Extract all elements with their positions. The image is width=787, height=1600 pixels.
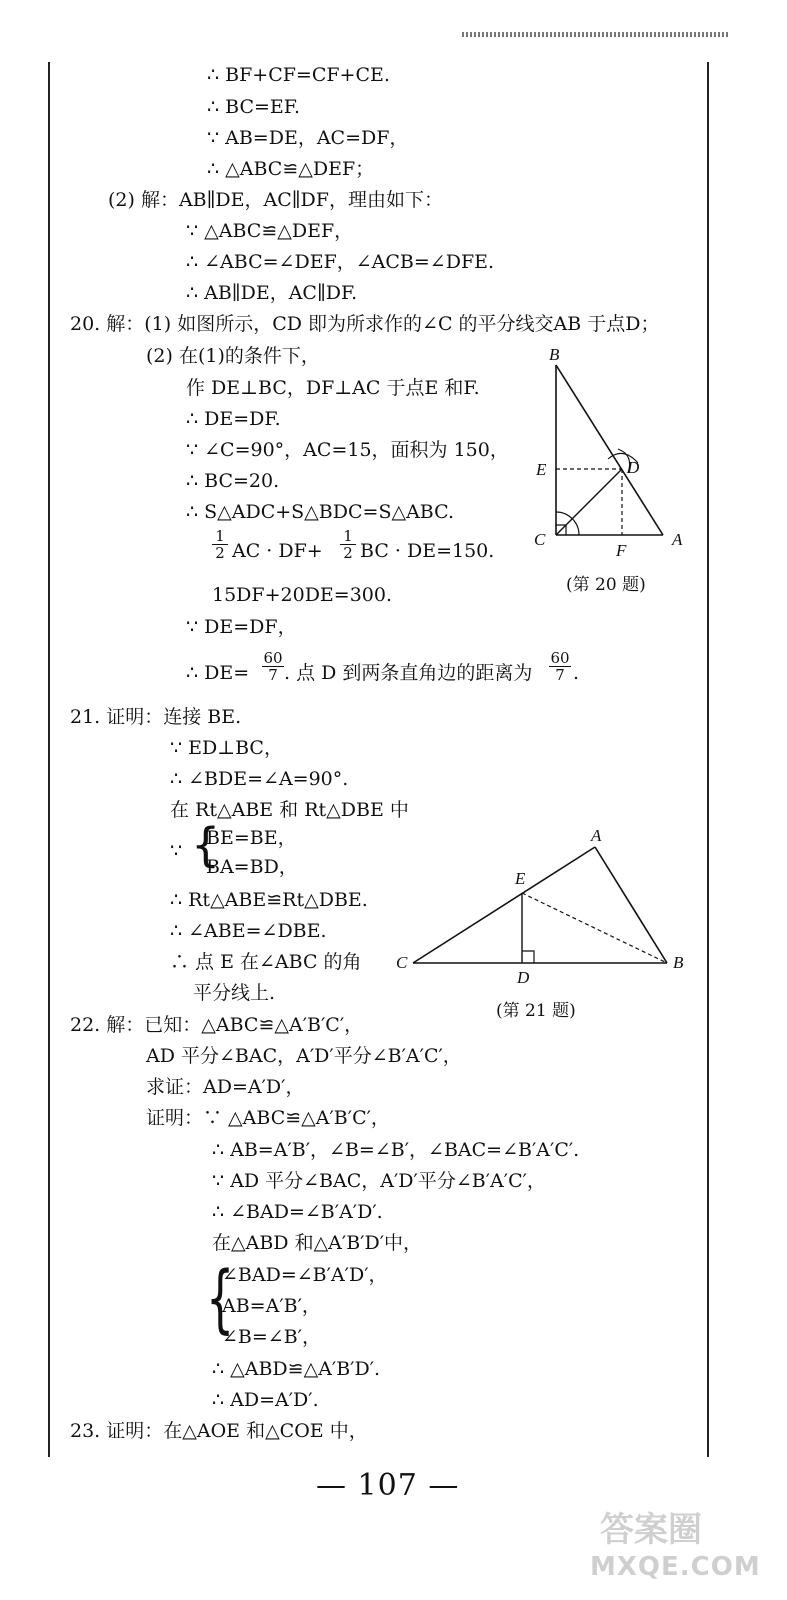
text-line: ∵ ED⊥BC， [170,737,283,759]
text-line: ∵ △ABC≌△DEF， [186,220,354,242]
problem-23-heading: 23. 证明：在△AOE 和△COE 中， [70,1420,368,1442]
fraction-sixty-sevenths: 60 7 [263,649,283,684]
text-line: ∴ △ABD≌△A′B′D′. [212,1358,381,1380]
fig20-label-c: C [534,530,546,549]
text-line: ∠BAD=∠B′A′D′， [222,1264,388,1286]
problem-22-heading: 22. 解：已知：△ABC≌△A′B′C′， [70,1014,364,1036]
text-line: (2) 解：AB∥DE，AC∥DF，理由如下： [108,189,443,211]
text-line: ∴ △ABC≌△DEF； [207,158,375,180]
fig20-label-a: A [672,530,683,549]
problem-21-heading: 21. 证明：连接 BE. [70,706,242,728]
text-line: 在△ABD 和△A′B′D′中， [212,1232,423,1254]
because-symbol: ∵ [170,840,183,862]
figure-21-caption: (第 21 题) [496,1001,576,1021]
text-line: 15DF+20DE=300. [212,584,393,606]
site-watermark-url: MXQE.COM [590,1552,761,1582]
figure-20-diagram [520,345,700,555]
text-line: 平分线上. [193,982,276,1004]
site-watermark-logo: 答案圈 [600,1510,702,1550]
text-line: ∴ ∠ABE=∠DBE. [170,920,327,942]
text-line: ∴ ∠ABC=∠DEF，∠ACB=∠DFE. [186,251,495,273]
text-line: AC · DF+ [232,540,323,562]
text-line: BE=BE， [206,827,297,849]
text-line: ∠B=∠B′， [222,1326,321,1348]
text-line: . [573,662,580,684]
text-line: ∴ BC=20. [186,470,280,492]
text-line: 证明：∵ △ABC≌△A′B′C′， [146,1107,390,1129]
text-line: AD 平分∠BAC，A′D′平分∠B′A′C′， [146,1045,462,1067]
text-line: ∴ AD=A′D′. [212,1389,319,1411]
text-line: ∴ ∠BAD=∠B′A′D′. [212,1201,383,1223]
text-line: ∴ AB=A′B′，∠B=∠B′，∠BAC=∠B′A′C′. [212,1139,580,1161]
fig20-label-e: E [536,460,547,479]
text-line: 作 DE⊥BC，DF⊥AC 于点E 和F. [186,377,480,399]
fig21-label-d: D [517,968,530,987]
figure-21-diagram [405,835,690,975]
text-line: ∴ AB∥DE，AC∥DF. [186,282,358,304]
fraction-one-half: 1 2 [340,528,356,561]
text-line: ∴ ∠BDE=∠A=90°. [170,768,349,790]
fig21-label-c: C [396,953,408,972]
text-line: ∵ AB=DE，AC=DF， [207,127,409,149]
text-line: ∴ DE= [186,662,250,684]
text-line: ∴ 点 E 在∠ABC 的角 [170,951,362,973]
figure-20-caption: (第 20 题) [566,575,646,595]
text-line: (2) 在(1)的条件下， [146,345,320,367]
fig21-label-b: B [673,953,684,972]
text-line: BC · DE=150. [360,540,495,562]
system-brace: { [191,818,221,872]
fig20-label-b: B [549,345,560,364]
system-brace: { [206,1256,235,1342]
text-line: 在 Rt△ABE 和 Rt△DBE 中 [170,799,409,821]
page-number: — 107 — [316,1468,460,1503]
fraction-one-half: 1 2 [212,528,228,561]
text-line: ∵ AD 平分∠BAC，A′D′平分∠B′A′C′， [212,1170,546,1192]
fig21-label-a: A [591,826,602,845]
text-line: . 点 D 到两条直角边的距离为 [284,662,533,684]
text-line: 求证：AD=A′D′， [146,1076,305,1098]
text-line: BA=BD， [206,856,298,878]
text-line: AB=A′B′， [222,1295,321,1317]
fraction-sixty-sevenths: 60 7 [550,649,570,684]
fig21-label-e: E [515,869,526,888]
text-line: ∴ DE=DF. [186,408,281,430]
text-line: ∵ ∠C=90°，AC=15，面积为 150， [186,439,509,461]
text-line: ∵ DE=DF， [186,616,297,638]
text-line: ∴ Rt△ABE≌Rt△DBE. [170,889,368,911]
fig20-label-f: F [616,541,627,560]
right-margin-rule [707,62,709,1457]
text-line: ∴ S△ADC+S△BDC=S△ABC. [186,501,455,523]
header-dotted-rule [462,32,730,37]
text-line: ∴ BF+CF=CF+CE. [207,64,390,86]
text-line: ∴ BC=EF. [207,96,301,118]
left-margin-rule [48,62,50,1457]
problem-20-heading: 20. 解：(1) 如图所示，CD 即为所求作的∠C 的平分线交AB 于点D； [70,313,660,335]
fig20-label-d: D [627,458,640,477]
